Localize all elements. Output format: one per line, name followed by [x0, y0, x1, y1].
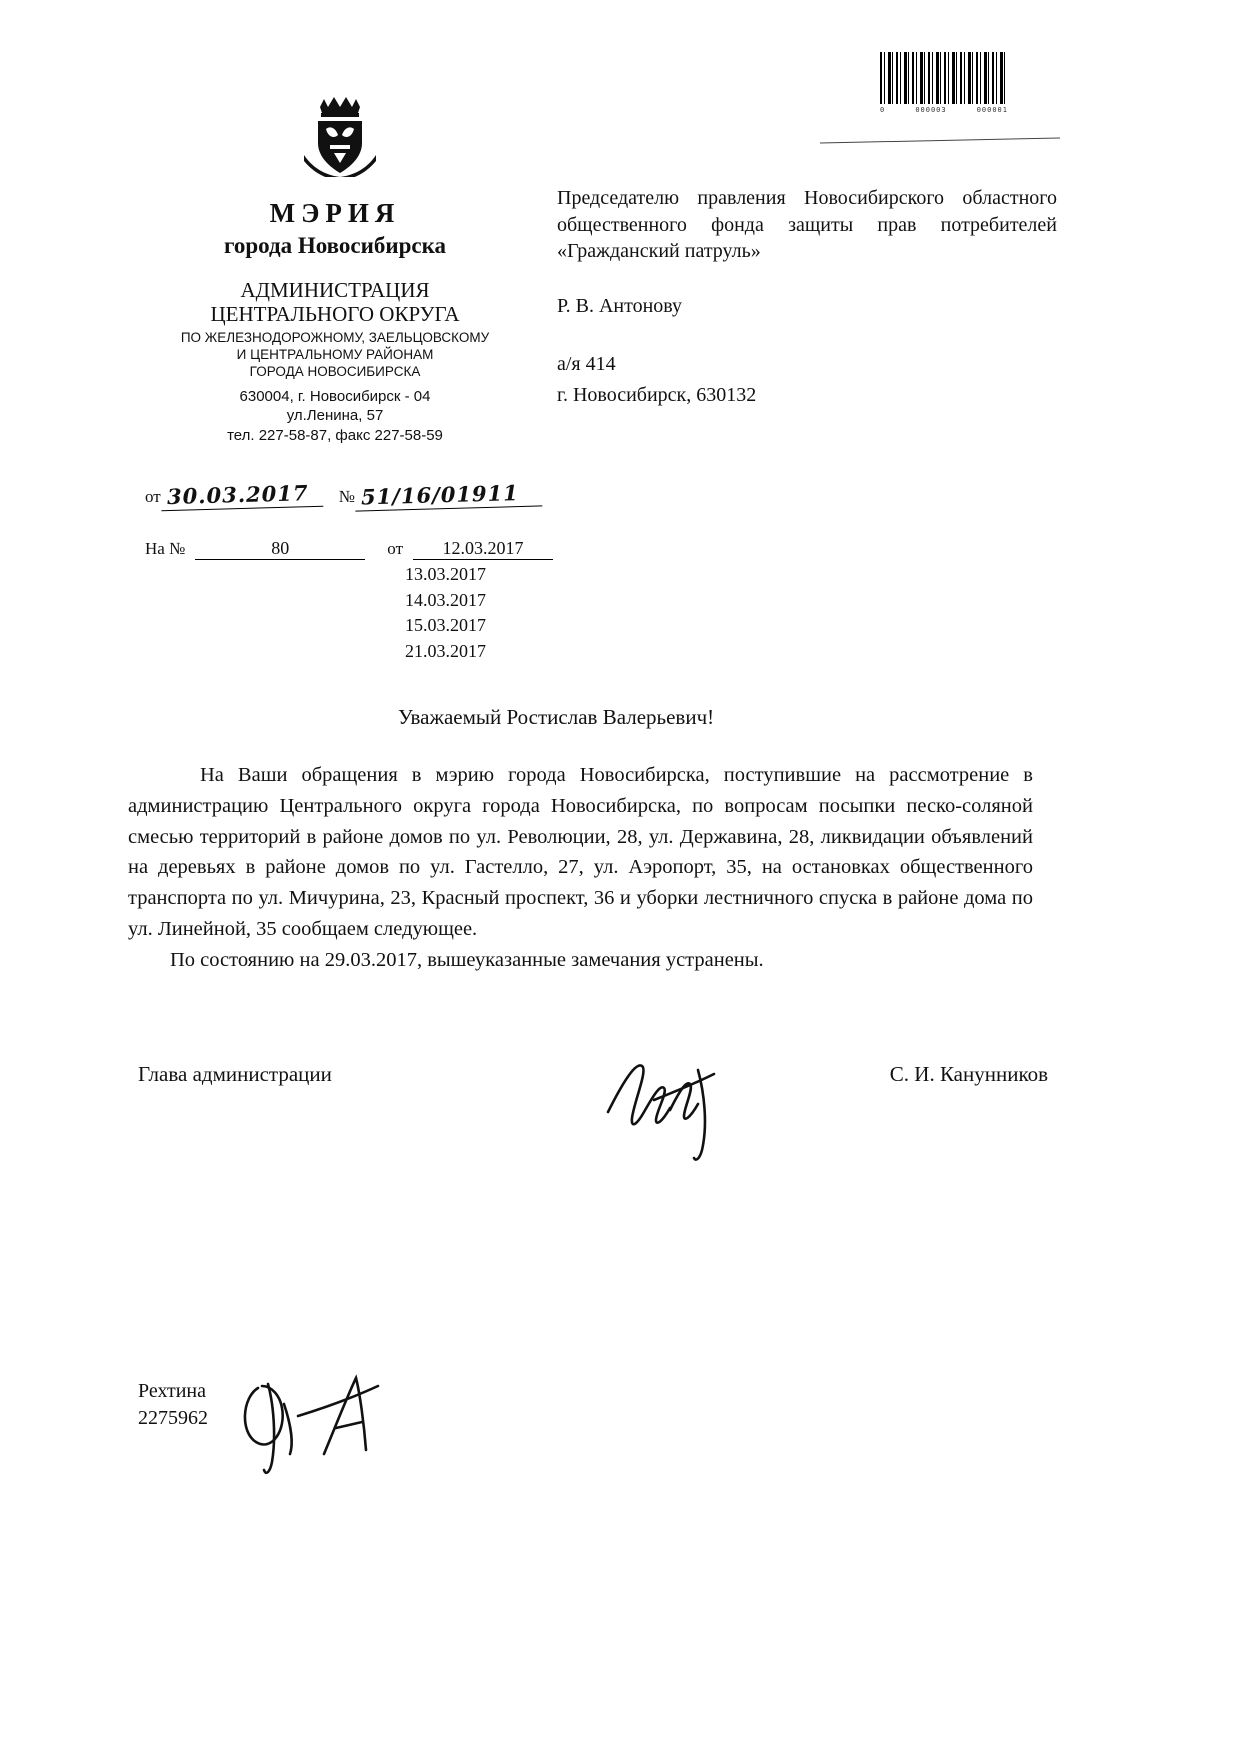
reference-number-value: 80: [195, 538, 365, 560]
reference-date-item: 14.03.2017: [405, 589, 486, 610]
reference-date-value: 12.03.2017: [413, 538, 553, 560]
letterhead-phone: тел. 227-58-87, факс 227-58-59: [227, 426, 443, 444]
letterhead-admin-2: ЦЕНТРАЛЬНОГО ОКРУГА: [210, 301, 460, 326]
letterhead-city: города Новосибирска: [223, 233, 447, 258]
reference-line: [145, 538, 553, 560]
handwritten-signature-icon: [590, 1040, 760, 1170]
handwritten-initials-icon: [228, 1358, 408, 1488]
addressee-rule: [820, 137, 1060, 143]
reference-number-label: На №: [145, 539, 186, 558]
reference-from-label: от: [387, 539, 404, 558]
signature-row: [138, 1062, 1048, 1087]
body-paragraph-1: На Ваши обращения в мэрию города Новосибирска, поступившие на рассмотрение в администрацию Центрального округа города Новосибирска, по вопросам посыпки песко-соляной смесью территорий в районе домов по ул. Революции, 28, ул. Державина, 28, ликвидации объявлений на деревьях в районе домов по ул. Гастелло, 27, ул. Аэропорт, 35, на остановках общественного транспорта по ул. Мичурина, 23, Красный проспект, 36 и уборки лестничного спуска в районе дома по ул. Линейной, 35 сообщаем следующее.: [128, 764, 1033, 940]
letterhead: [120, 198, 550, 445]
registration-number-label: №: [338, 487, 355, 506]
letterhead-districts-2: И ЦЕНТРАЛЬНОМУ РАЙОНАМ: [236, 346, 434, 362]
letterhead-districts-3: ГОРОДА НОВОСИБИРСКА: [249, 363, 421, 379]
addressee-name: Р. В. Антонову: [557, 294, 683, 317]
signer-name: С. И. Канунников: [889, 1062, 1048, 1086]
reference-date-item: 21.03.2017: [405, 640, 486, 661]
addressee-block: [557, 185, 1057, 409]
addressee-city: г. Новосибирск, 630132: [557, 383, 757, 406]
barcode-digits: [880, 106, 1008, 114]
barcode: [880, 52, 1010, 114]
executor-block: [138, 1378, 208, 1432]
registration-from-label: от: [145, 487, 161, 506]
letterhead-districts-1: ПО ЖЕЛЕЗНОДОРОЖНОМУ, ЗАЕЛЬЦОВСКОМУ: [180, 330, 490, 346]
reference-date-list: [405, 562, 486, 664]
barcode-digit-mid: 000003: [915, 106, 947, 114]
coat-of-arms-icon: [290, 95, 390, 175]
body-paragraph-2: По состоянию на 29.03.2017, вышеуказанные замечания устранены.: [170, 948, 764, 971]
reference-date-item: 13.03.2017: [405, 564, 486, 584]
executor-name: Рехтина: [138, 1380, 206, 1402]
letterhead-address-1: 630004, г. Новосибирск - 04: [239, 387, 431, 405]
letterhead-admin-1: АДМИНИСТРАЦИЯ: [240, 278, 430, 302]
addressee-po-box: а/я 414: [557, 353, 616, 376]
letterhead-address-2: ул.Ленина, 57: [286, 407, 384, 425]
letterhead-mayor: МЭРИЯ: [269, 198, 401, 228]
barcode-digit-left: 0: [880, 106, 886, 114]
registration-number-value: 51/16/01911: [355, 479, 543, 511]
executor-phone: 2275962: [138, 1407, 208, 1429]
signer-position: Глава администрации: [138, 1062, 332, 1086]
letter-body: [128, 760, 1033, 975]
addressee-organization: Председателю правления Новосибирского областного общественного фонда защиты прав потребителей «Гражданский патруль»: [557, 187, 1057, 263]
reference-date-item: 15.03.2017: [405, 615, 486, 636]
barcode-digit-right: 000001: [976, 106, 1008, 114]
greeting: Уважаемый Ростислав Валерьевич!: [398, 705, 715, 729]
registration-date-value: 30.03.2017: [160, 480, 323, 512]
registration-line: [145, 482, 542, 509]
barcode-bars: [880, 52, 1008, 104]
